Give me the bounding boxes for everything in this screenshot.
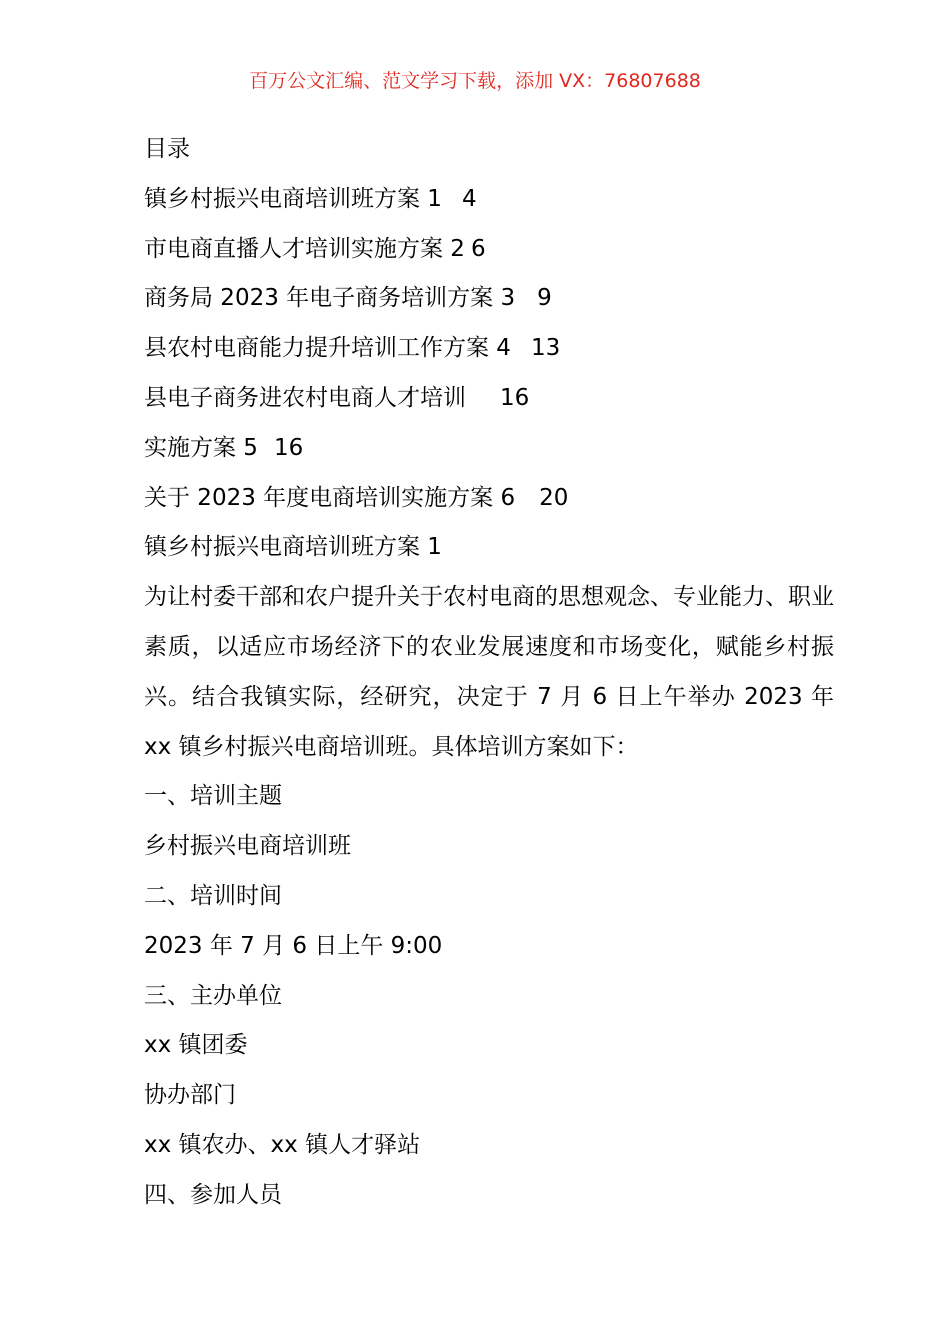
toc-entry-label: 关于 2023 年度电商培训实施方案 6 <box>144 484 516 511</box>
toc-entry-page: 13 <box>530 335 561 362</box>
toc-entry[interactable] <box>144 225 834 275</box>
section-heading: 一、培训主题 <box>144 783 282 810</box>
toc-entry[interactable] <box>144 474 834 524</box>
toc-entry-label: 实施方案 5 <box>144 434 258 461</box>
section-heading: 二、培训时间 <box>144 882 282 909</box>
toc-entry-page: 9 <box>537 285 552 312</box>
intro-paragraph: 为让村委干部和农户提升关于农村电商的思想观念、专业能力、职业素质，以适应市场经济下的农业发展速度和市场变化，赋能乡村振兴。结合我镇实际，经研究，决定于 7 月 6 日上午举办 2023 年 xx 镇乡村振兴电商培训班。具体培训方案如下： <box>144 584 834 760</box>
toc-entry-label: 镇乡村振兴电商培训班方案 1 <box>144 185 442 212</box>
section-text: 2023 年 7 月 6 日上午 9:00 <box>144 932 443 959</box>
toc-entry-label: 县电子商务进农村电商人才培训 <box>144 384 466 411</box>
toc-title: 目录 <box>144 136 190 162</box>
section-heading: 四、参加人员 <box>144 1181 282 1208</box>
toc-entry[interactable] <box>144 424 834 474</box>
toc-entry-page: 4 <box>461 185 477 212</box>
doc-title: 镇乡村振兴电商培训班方案 1 <box>144 534 442 561</box>
co-org-heading: 协办部门 <box>144 1082 236 1109</box>
co-org-text: xx 镇农办、xx 镇人才驿站 <box>144 1131 421 1158</box>
toc-entry-label: 商务局 2023 年电子商务培训方案 3 <box>144 285 516 312</box>
toc-entry[interactable] <box>144 274 834 324</box>
toc-entry-page: 20 <box>539 484 569 511</box>
header-banner: 百万公文汇编、范文学习下载，添加 VX：76807688 <box>249 70 701 92</box>
toc-entry[interactable] <box>144 324 834 374</box>
toc-entry[interactable] <box>144 374 834 424</box>
toc-entry-label: 县农村电商能力提升培训工作方案 4 <box>144 335 511 362</box>
toc-entry-page: 16 <box>273 434 304 461</box>
section-heading: 三、主办单位 <box>144 982 282 1009</box>
toc-entry-page: 6 <box>470 235 486 262</box>
toc-entry-page: 16 <box>500 384 530 411</box>
toc-entry[interactable] <box>144 175 834 225</box>
toc-entry-label: 市电商直播人才培训实施方案 2 <box>144 235 465 262</box>
section-text: xx 镇团委 <box>144 1032 248 1059</box>
document-body <box>144 125 834 1221</box>
section-text: 乡村振兴电商培训班 <box>144 833 351 860</box>
